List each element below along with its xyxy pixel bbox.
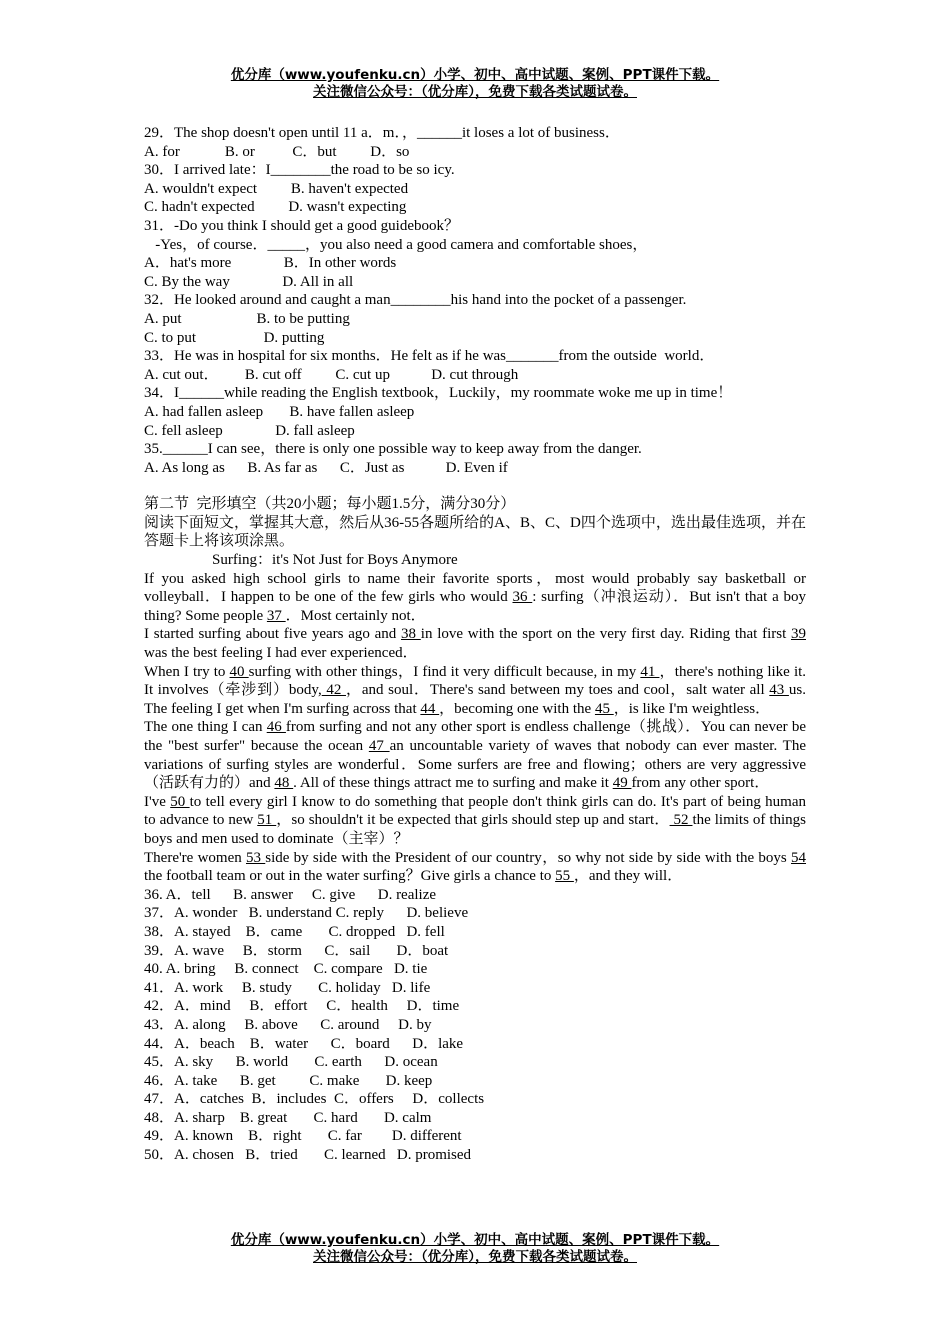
- option-line: 43．A. along B. above C. around D. by: [144, 1016, 432, 1033]
- passage-text: ，and soul．There's sand between my toes and cool，salt water all: [345, 682, 770, 699]
- passage-text: : surfing（冲浪运动）．But isn't that a boy thing? Some people: [144, 589, 806, 624]
- question-line: A. for B. or C．but D．so: [144, 143, 410, 160]
- blank-number: 53: [246, 849, 266, 866]
- question-line: 32．He looked around and caught a man________his hand into the pocket of a passenger.: [144, 292, 687, 309]
- blank-number: 42: [321, 682, 346, 699]
- blank-number: 39: [791, 626, 806, 643]
- passage-text: ，becoming one with the: [439, 700, 595, 717]
- option-line: 50．A. chosen B．tried C. learned D. promised: [144, 1147, 472, 1164]
- option-line: 39．A. wave B．storm C．sail D．boat: [144, 942, 449, 959]
- question-line: C. fell asleep D. fall asleep: [144, 422, 355, 439]
- question-line: A. put B. to be putting: [144, 310, 350, 327]
- blank-number: 47: [368, 738, 390, 754]
- blank-number: 51: [257, 812, 277, 829]
- answer-options: [144, 886, 806, 1165]
- question-line: A. cut out． B. cut off C. cut up D. cut through: [144, 366, 519, 383]
- passage-text: ．Most certainly not．: [285, 607, 426, 624]
- question-line: A. As long as B. As far as C．Just as D. Even if: [144, 459, 508, 476]
- grammar-questions: [144, 124, 806, 477]
- passage-text: the limits of things boys and men used to dominate（主宰）？: [144, 812, 806, 847]
- question-line: 34．I______while reading the English textbook，Luckily，my roommate woke me up in time！: [144, 385, 733, 402]
- cloze-instruction: 阅读下面短文，掌握其大意，然后从36-55各题所给的A、B、C、D四个选项中，选出最佳选项，并在答题卡上将该项涂黑。: [144, 514, 806, 550]
- passage-text: was the best feeling I had ever experienced．: [144, 645, 418, 662]
- option-line: 45．A. sky B. world C. earth D. ocean: [144, 1054, 438, 1071]
- footer-line-1: 优分库（www.youfenku.cn）小学、初中、高中试题、案例、PPT课件下载。: [230, 1232, 720, 1248]
- passage-text: from any other sport．: [631, 775, 770, 792]
- passage-text: side by side with the President of our country，so why not side by side with the boys: [265, 849, 792, 866]
- blank-number: 50: [170, 793, 190, 810]
- option-line: 48．A. sharp B. great C. hard D. calm: [144, 1109, 432, 1126]
- header-line-2: 关注微信公众号：（优分库），免费下载各类试题试卷。: [313, 84, 637, 100]
- option-line: 42．A．mind B．effort C．health D．time: [144, 998, 460, 1015]
- passage-text: ，there's nothing like it. It involves（牵涉到）body,: [144, 663, 807, 699]
- passage-text: The one thing I can: [144, 719, 267, 736]
- passage-text: I started surfing about five years ago and: [144, 626, 402, 643]
- option-line: 46．A. take B. get C. make D. keep: [144, 1072, 433, 1089]
- option-line: 41．A. work B. study C. holiday D. life: [144, 979, 431, 996]
- cloze-section-title: 第二节 完形填空（共20小题；每小题1.5分，满分30分）: [144, 496, 516, 513]
- blank-number: 46: [266, 719, 286, 736]
- blank-number: 37: [266, 607, 286, 624]
- question-line: 29．The shop doesn't open until 11 a．m．，______it loses a lot of business．: [144, 125, 620, 141]
- passage-paragraph: [144, 663, 806, 719]
- question-line: 35.______I can see，there is only one possible way to keep away from the danger.: [144, 441, 642, 458]
- passage-text: There're women: [144, 849, 246, 866]
- passage-paragraph: [144, 570, 806, 626]
- option-line: 47．A．catches B．includes C．offers D．collects: [144, 1091, 485, 1108]
- blank-number: 55: [555, 868, 574, 885]
- footer-line-2: 关注微信公众号：（优分库），免费下载各类试题试卷。: [313, 1249, 637, 1265]
- question-line: A．hat's more B．In other words: [144, 255, 397, 272]
- blank-number: 38: [401, 626, 421, 643]
- passage-title: Surfing：it's Not Just for Boys Anymore: [212, 552, 458, 569]
- question-line: C. to put D. putting: [144, 329, 325, 346]
- blank-number: 45: [594, 700, 614, 717]
- blank-number: 36: [512, 589, 533, 606]
- page-footer: [0, 1232, 950, 1266]
- option-line: 44．A．beach B．water C．board D．lake: [144, 1035, 464, 1052]
- question-line: 30．I arrived late：I________the road to be so icy.: [144, 162, 455, 179]
- passage-paragraph: [144, 718, 806, 792]
- question-line: A. wouldn't expect B. haven't expected: [144, 180, 409, 197]
- passage-paragraph: [144, 625, 806, 662]
- question-line: 31．-Do you think I should get a good guidebook？: [144, 217, 459, 234]
- exam-content: [144, 124, 806, 1165]
- passage-text: I've: [144, 793, 171, 810]
- passage-text: surfing with other things，I find it very difficult because, in my: [248, 663, 641, 680]
- blank-number: 52: [669, 812, 693, 829]
- passage-text: to tell every girl I know to do something that people don't think girls can do. It's part of being human to advance to new: [144, 793, 807, 829]
- blank-number: 41: [640, 663, 660, 680]
- option-line: 49．A. known B．right C. far D. different: [144, 1128, 462, 1145]
- page-header: [0, 67, 950, 101]
- passage-text: If you asked high school girls to name their favorite sports，most would probably say basketball or volleyball．I happen to be one of the few girls who would: [144, 570, 806, 606]
- question-line: 33．He was in hospital for six months．He felt as if he was_______from the outside world．: [144, 348, 715, 365]
- passage-text: in love with the sport on the very first day. Riding that first: [420, 626, 791, 643]
- passage-text: from surfing and not any other sport is endless challenge（挑战）．You can never be the "best surfer" because the ocean: [144, 719, 807, 754]
- passage-text: the football team or out in the water surfing？Give girls a chance to: [144, 868, 556, 885]
- blank-number: 44: [420, 700, 440, 717]
- question-line: C. hadn't expected D. wasn't expecting: [144, 199, 407, 216]
- option-line: 36. A．tell B. answer C. give D. realize: [144, 886, 437, 903]
- passage-text: ，is like I'm weightless．: [613, 700, 771, 717]
- blank-number: 43: [769, 682, 789, 699]
- option-line: 40. A. bring B. connect C. compare D. tie: [144, 961, 428, 978]
- blank-number: 40: [229, 663, 249, 680]
- header-line-1: 优分库（www.youfenku.cn）小学、初中、高中试题、案例、PPT课件下载。: [230, 67, 720, 83]
- question-line: C. By the way D. All in all: [144, 273, 354, 290]
- blank-number: 48: [274, 775, 294, 792]
- question-line: -Yes，of course．_____，you also need a good camera and comfortable shoes，: [144, 236, 648, 253]
- option-line: 38．A. stayed B．came C. dropped D. fell: [144, 923, 445, 940]
- passage-paragraph: [144, 793, 806, 849]
- option-line: 37．A. wonder B. understand C. reply D. believe: [144, 905, 469, 922]
- passage-text: When I try to: [144, 663, 230, 680]
- cloze-passage: [144, 570, 806, 886]
- question-line: A. had fallen asleep B. have fallen asleep: [144, 403, 415, 420]
- passage-text: us. The feeling I get when I'm surfing across that: [144, 682, 807, 717]
- blank-number: 54: [791, 849, 807, 866]
- passage-text: ，so shouldn't it be expected that girls should step up and start．: [276, 812, 670, 829]
- passage-text: an uncountable variety of waves that nobody can ever master. The variations of surfing styles are wonderful．Some surfers are free and flowing；others are very aggressive（活跃有力的）and: [144, 738, 807, 792]
- passage-text: . All of these things attract me to surfing and make it: [293, 775, 613, 792]
- passage-paragraph: [144, 849, 806, 886]
- blank-number: 49: [612, 775, 632, 792]
- passage-text: ，and they will．: [573, 868, 683, 885]
